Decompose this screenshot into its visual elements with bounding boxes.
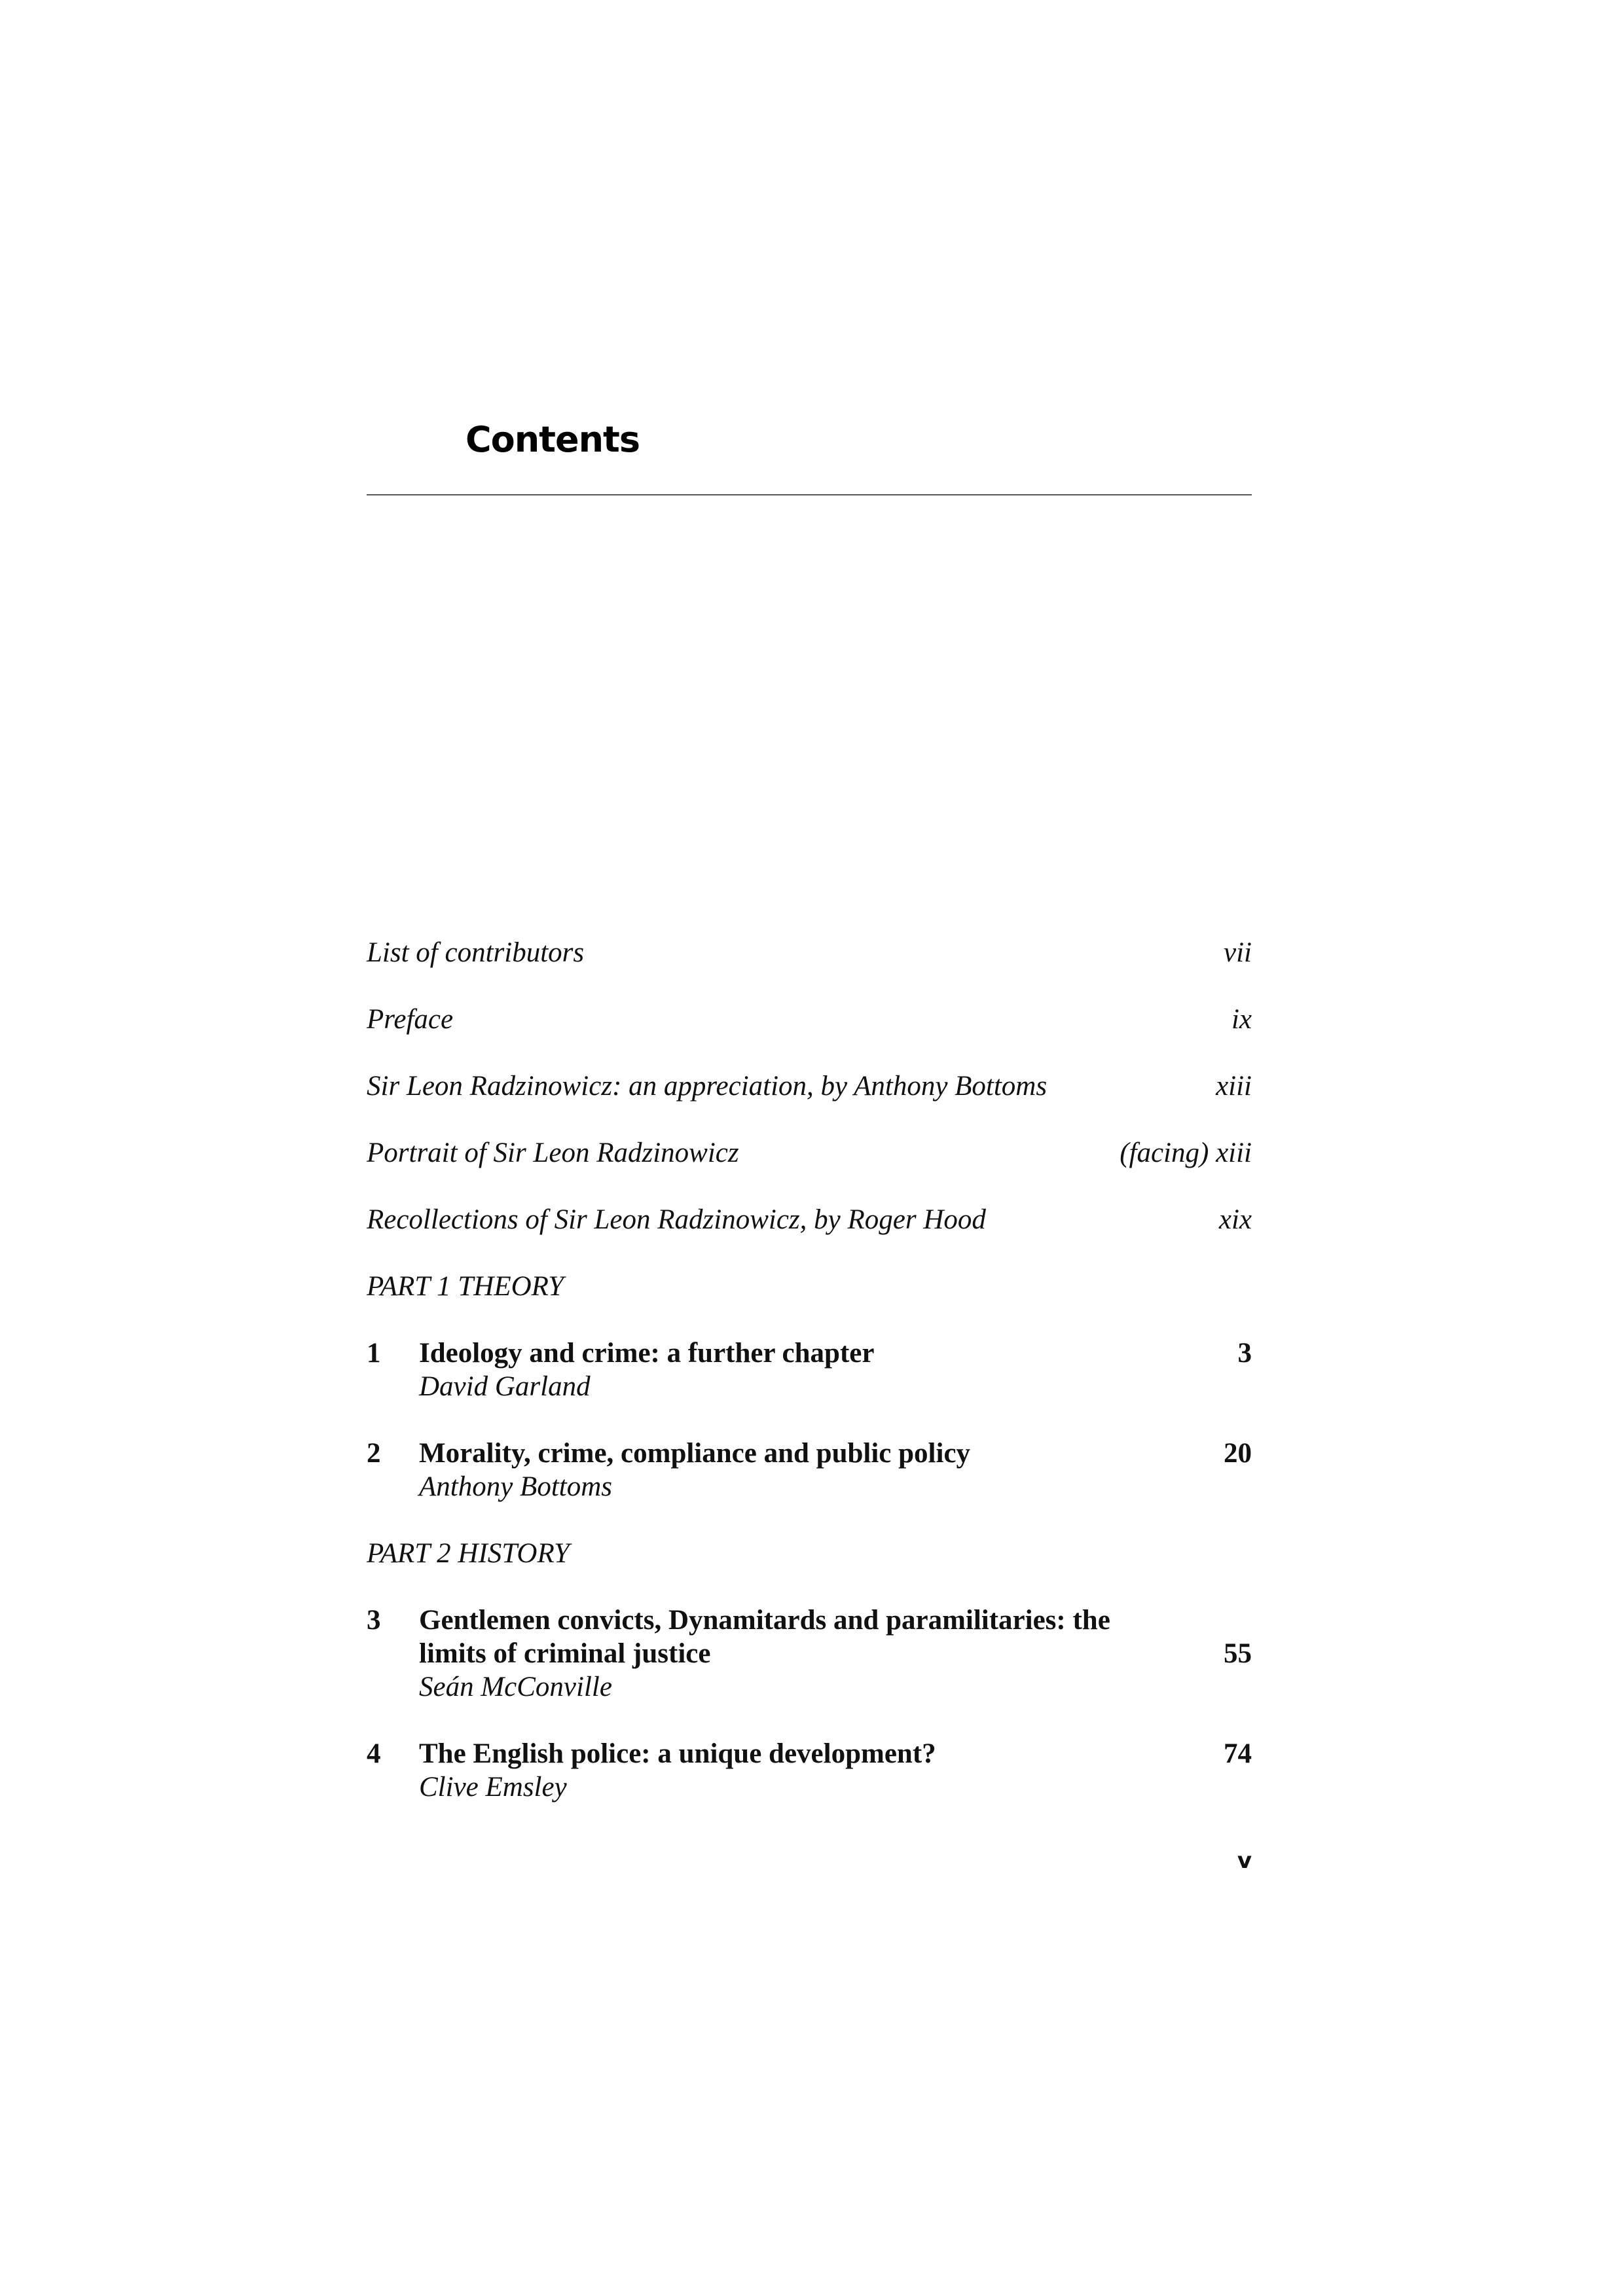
page-title: Contents (465, 419, 640, 460)
toc-entry-title: Recollections of Sir Leon Radzinowicz, by Roger Hood (367, 1204, 986, 1235)
heading-rule (367, 494, 1252, 495)
chapter-page: 74 (1224, 1738, 1252, 1769)
chapter-author: Anthony Bottoms (419, 1471, 612, 1502)
chapter-author: Seán McConville (419, 1672, 612, 1702)
chapter-number: 4 (367, 1738, 381, 1769)
chapter-number: 3 (367, 1605, 381, 1636)
chapter-page: 55 (1224, 1638, 1252, 1669)
table-of-contents (367, 936, 1252, 1837)
toc-entry-page: (facing) xiii (1120, 1138, 1252, 1168)
toc-entry-title: Portrait of Sir Leon Radzinowicz (367, 1138, 739, 1168)
toc-chapter-2[interactable] (367, 1437, 1252, 1503)
chapter-title: Ideology and crime: a further chapter (419, 1338, 875, 1369)
toc-entry-appreciation[interactable] (367, 1069, 1252, 1103)
chapter-title: The English police: a unique development? (419, 1738, 936, 1769)
chapter-title: Gentlemen convicts, Dynamitards and paramilitaries: the limits of criminal justice (419, 1605, 1110, 1669)
page-number: v (1237, 1848, 1252, 1874)
toc-entry-preface[interactable] (367, 1003, 1252, 1036)
toc-entry-contributors[interactable] (367, 936, 1252, 969)
chapter-body (419, 1437, 1252, 1503)
chapter-page: 3 (1237, 1338, 1252, 1369)
toc-entry-title: List of contributors (367, 937, 585, 968)
chapter-title-row (419, 1437, 1252, 1470)
toc-chapter-3[interactable] (367, 1604, 1252, 1704)
chapter-body (419, 1604, 1252, 1704)
chapter-page: 20 (1224, 1438, 1252, 1469)
toc-entry-title: Sir Leon Radzinowicz: an appreciation, by Anthony Bottoms (367, 1071, 1048, 1102)
toc-entry-page: ix (1231, 1004, 1252, 1035)
chapter-body (419, 1336, 1252, 1403)
chapter-number: 1 (367, 1338, 381, 1369)
toc-entry-page: xix (1218, 1204, 1252, 1235)
chapter-title-row (419, 1604, 1252, 1670)
chapter-body (419, 1737, 1252, 1804)
toc-chapter-4[interactable] (367, 1737, 1252, 1804)
toc-entry-page: vii (1224, 937, 1252, 968)
toc-entry-title: Preface (367, 1004, 454, 1035)
toc-chapter-1[interactable] (367, 1336, 1252, 1403)
chapter-title: Morality, crime, compliance and public policy (419, 1438, 971, 1469)
chapter-title-row (419, 1737, 1252, 1770)
toc-entry-recollections[interactable] (367, 1203, 1252, 1236)
chapter-author: David Garland (419, 1371, 591, 1402)
part-heading: PART 2 HISTORY (367, 1538, 570, 1569)
toc-entry-page: xiii (1216, 1071, 1252, 1102)
toc-entry-portrait[interactable] (367, 1136, 1252, 1170)
chapter-number: 2 (367, 1438, 381, 1469)
chapter-author: Clive Emsley (419, 1772, 567, 1803)
part-heading: PART 1 THEORY (367, 1271, 564, 1302)
chapter-title-row (419, 1336, 1252, 1370)
